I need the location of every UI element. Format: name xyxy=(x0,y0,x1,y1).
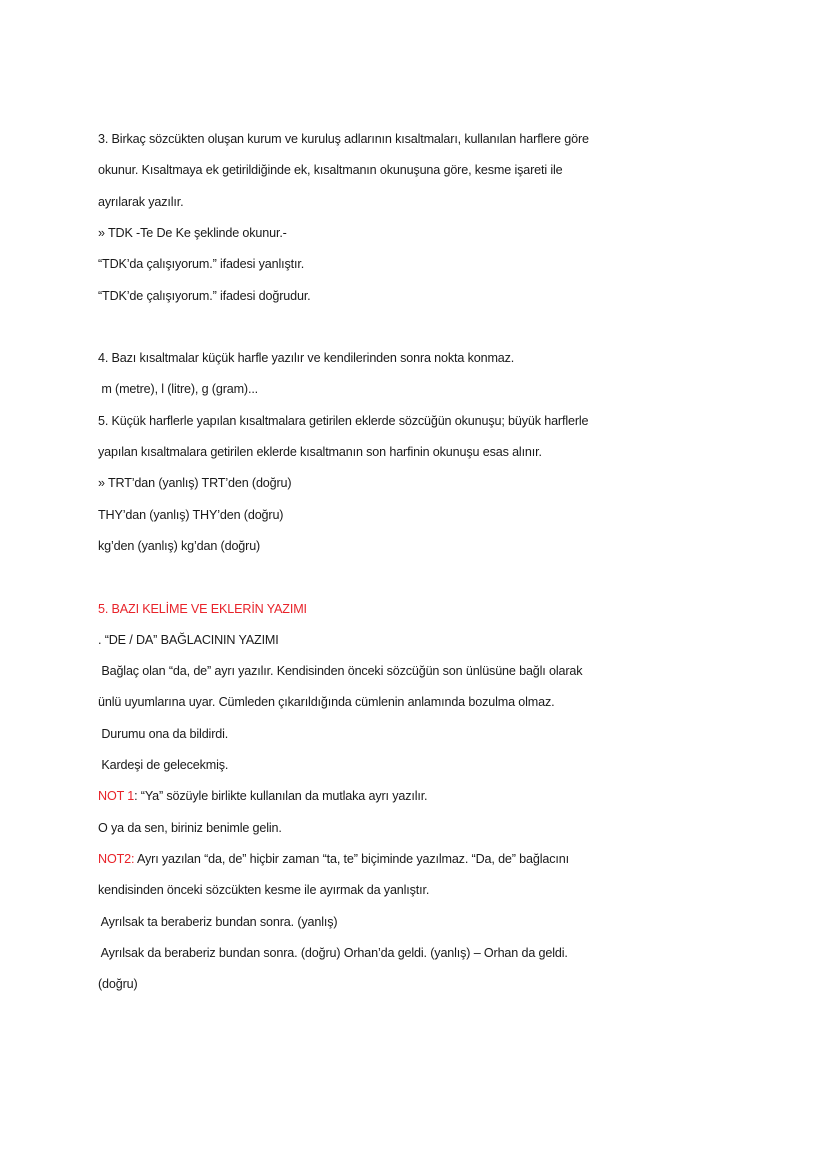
line-text: okunur. Kısaltmaya ek getirildiğinde ek, kısaltmanın okunuşuna göre, kesme işareti ile xyxy=(98,163,563,178)
line-text: Ayrı yazılan “da, de” hiçbir zaman “ta, te” biçiminde yazılmaz. “Da, de” bağlacını xyxy=(134,851,569,866)
text-line xyxy=(98,914,337,930)
line-text: Kardeşi de gelecekmiş. xyxy=(98,758,229,772)
text-line xyxy=(98,507,283,523)
highlight-label: NOT 1 xyxy=(98,789,135,804)
line-text: kg’den (yanlış) kg’dan (doğru) xyxy=(98,538,261,553)
line-text: ayrılarak yazılır. xyxy=(98,194,184,209)
text-line xyxy=(98,757,228,773)
text-line xyxy=(98,945,568,961)
line-text: » TDK -Te De Ke şeklinde okunur.- xyxy=(98,225,287,240)
line-text: THY’dan (yanlış) THY’den (doğru) xyxy=(98,507,284,522)
line-text: m (metre), l (litre), g (gram)... xyxy=(98,382,259,397)
line-text: 3. Birkaç sözcükten oluşan kurum ve kuruluş adlarının kısaltmaları, kullanılan harflere göre xyxy=(98,132,589,146)
line-text: Ayrılsak ta beraberiz bundan sonra. (yanlış) xyxy=(98,914,338,929)
text-line xyxy=(98,444,542,460)
line-text: “TDK’da çalışıyorum.” ifadesi yanlıştır. xyxy=(98,257,305,272)
highlight-label: NOT2: xyxy=(98,851,135,866)
text-line xyxy=(98,131,589,147)
text-line xyxy=(98,413,588,429)
section-heading xyxy=(98,601,307,617)
line-text: “TDK’de çalışıyorum.” ifadesi doğrudur. xyxy=(98,288,311,303)
line-text: : “Ya” sözüyle birlikte kullanılan da mutlaka ayrı yazılır. xyxy=(134,789,428,804)
line-text: kendisinden önceki sözcükten kesme ile ayırmak da yanlıştır. xyxy=(98,883,430,898)
text-line xyxy=(98,788,427,804)
line-text: yapılan kısaltmalara getirilen eklerde kısaltmanın son harfinin okunuşu esas alınır. xyxy=(98,445,542,459)
highlight-label: 5. BAZI KELİME VE EKLERİN YAZIMI xyxy=(98,601,307,616)
line-text: Bağlaç olan “da, de” ayrı yazılır. Kendisinden önceki sözcüğün son ünlüsüne bağlı olarak xyxy=(98,664,583,679)
text-line xyxy=(98,726,228,742)
text-line xyxy=(98,976,138,992)
line-text: O ya da sen, biriniz benimle gelin. xyxy=(98,820,282,835)
line-text: 5. Küçük harflerle yapılan kısaltmalara getirilen eklerde sözcüğün okunuşu; büyük harflerle xyxy=(98,413,589,428)
text-line xyxy=(98,256,304,272)
text-line xyxy=(98,162,563,178)
line-text: 4. Bazı kısaltmalar küçük harfle yazılır ve kendilerinden sonra nokta konmaz. xyxy=(98,351,515,366)
text-line xyxy=(98,538,260,554)
line-text: Durumu ona da bildirdi. xyxy=(98,726,229,741)
line-text: (doğru) xyxy=(98,977,138,992)
text-line xyxy=(98,288,311,304)
text-line xyxy=(98,820,282,836)
text-line xyxy=(98,194,183,210)
line-text: » TRT’dan (yanlış) TRT’den (doğru) xyxy=(98,476,292,491)
line-text: . “DE / DA” BAĞLACININ YAZIMI xyxy=(98,632,279,647)
text-line xyxy=(98,381,258,397)
line-text: ünlü uyumlarına uyar. Cümleden çıkarıldığında cümlenin anlamında bozulma olmaz. xyxy=(98,695,555,710)
text-line xyxy=(98,475,291,491)
line-text: Ayrılsak da beraberiz bundan sonra. (doğru) Orhan’da geldi. (yanlış) – Orhan da geldi. xyxy=(98,945,568,960)
text-line xyxy=(98,851,569,867)
text-line xyxy=(98,882,429,898)
text-line xyxy=(98,694,554,710)
text-line xyxy=(98,225,287,241)
text-line xyxy=(98,350,514,366)
text-line xyxy=(98,663,582,679)
text-line xyxy=(98,632,279,648)
